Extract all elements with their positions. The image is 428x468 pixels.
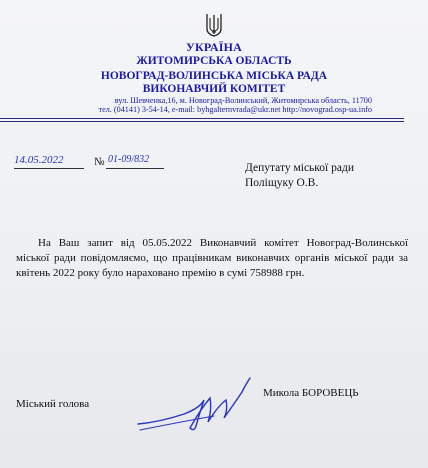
addressee-name: Поліщуку О.В.	[245, 177, 319, 189]
letterhead-country: УКРАЇНА	[185, 40, 243, 54]
addressee-title: Депутату міської ради	[245, 162, 354, 174]
trident-emblem-icon	[206, 12, 222, 38]
letterhead-committee: ВИКОНАВЧИЙ КОМІТЕТ	[142, 83, 286, 95]
outgoing-number: 01-09/832	[108, 154, 150, 165]
letterhead-address: вул. Шевченка,16, м. Новоград-Волинський, Житомирська область, 11700	[114, 96, 372, 105]
letter-body: На Ваш запит від 05.05.2022 Виконавчий комітет Новоград-Волинської міської ради повідомляємо, що працівникам виконавчих органів міської ради за квітень 2022 року було нараховано премію в сумі 758988 грн.	[16, 237, 408, 279]
number-underline	[106, 168, 164, 169]
signatory-position: Міський голова	[16, 398, 90, 410]
letterhead-contacts: тел. (04141) 3-54-14, e-mail: byhgalternvrada@ukr.net http://novograd.osp-ua.info	[98, 105, 372, 114]
letterhead-divider	[0, 118, 404, 119]
handwritten-signature	[130, 370, 260, 440]
date-underline	[14, 168, 84, 169]
signatory-name: Микола БОРОВЕЦЬ	[263, 387, 359, 399]
letterhead-council: НОВОГРАД-ВОЛИНСЬКА МІСЬКА РАДА	[100, 70, 328, 82]
number-label: №	[94, 156, 105, 168]
letterhead-divider-thin	[0, 121, 404, 122]
outgoing-date: 14.05.2022	[14, 154, 64, 166]
letterhead-region: ЖИТОМИРСЬКА ОБЛАСТЬ	[136, 55, 292, 67]
